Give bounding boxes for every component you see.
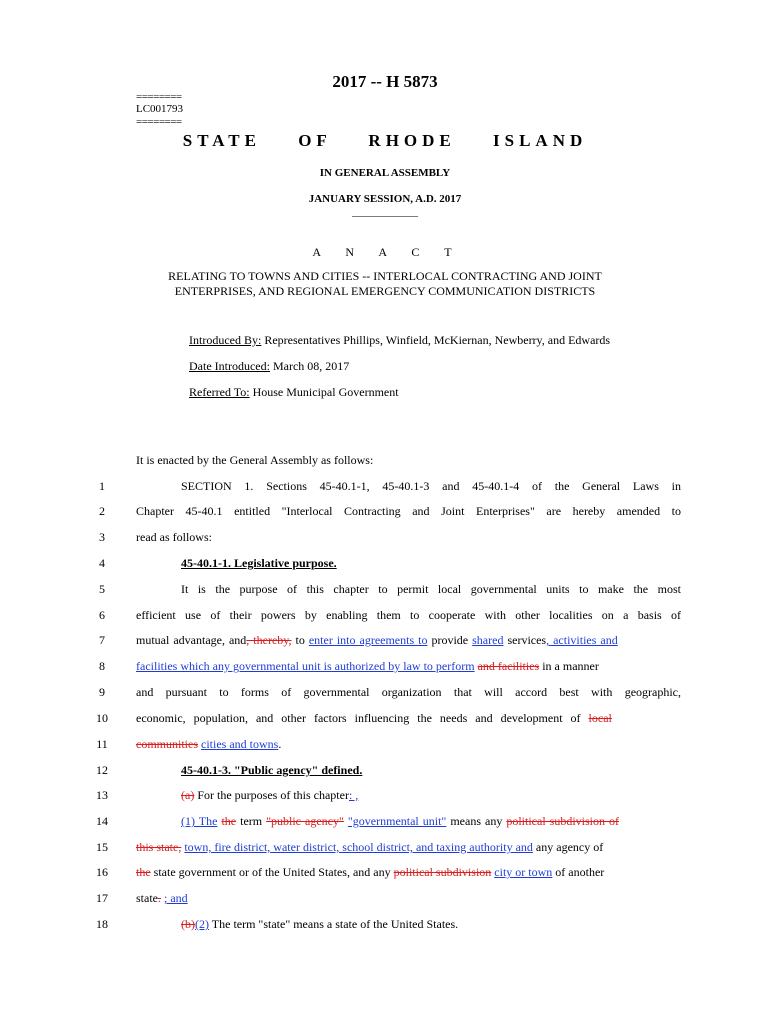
deleted-text: (b) [181,917,195,931]
inserted-text: shared [472,633,504,647]
inserted-text: : , [348,788,359,802]
line-number: 16 [96,865,108,879]
bill-line [136,814,681,829]
inserted-text: , activities and [546,633,618,647]
section-heading: 45-40.1-1. Legislative purpose. [181,556,337,570]
deleted-text: , thereby, [246,633,292,647]
line-text: state government or of the United States, and any [150,865,394,879]
assembly-heading: IN GENERAL ASSEMBLY [319,167,451,179]
bill-line [136,556,681,571]
bill-line [136,763,681,778]
lc-number: LC001793 [136,103,184,115]
bill-number: 2017 -- H 5873 [332,72,438,91]
line-text: efficient use of their powers by enabling them to cooperate with other localities on a basis of [136,608,681,622]
subject-line-2: ENTERPRISES, AND REGIONAL EMERGENCY COMMUNICATION DISTRICTS [174,284,596,298]
bill-line [136,530,681,545]
line-text: means any [446,814,507,828]
line-text: services [503,633,547,647]
referred-label: Referred To: [189,385,250,399]
session-rule: ____________ [352,206,418,218]
line-text: in a manner [539,659,599,673]
line-text: state [136,891,158,905]
line-number: 2 [99,504,105,518]
deleted-text: the [136,865,151,879]
bill-line [136,504,681,519]
deleted-text: the [221,814,237,828]
inserted-text: facilities which any governmental unit is authorized by law to perform [136,659,475,673]
bill-line [136,840,681,855]
enacting-clause: It is enacted by the General Assembly as follows: [136,453,374,467]
section-heading: 45-40.1-3. "Public agency" defined. [181,763,363,777]
line-text: provide [427,633,473,647]
line-text: to [291,633,309,647]
indent [136,917,181,931]
line-number: 12 [96,763,108,777]
line-number: 7 [99,633,105,647]
indent [136,814,181,828]
session-heading: JANUARY SESSION, A.D. 2017 [308,193,462,205]
deleted-text: . [158,891,161,905]
introduced-by-value: Representatives Phillips, Winfield, McKiernan, Newberry, and Edwards [264,333,611,347]
line-text: For the purposes of this chapter [194,788,349,802]
line-number: 13 [96,788,108,802]
bill-line [136,659,681,674]
line-text: read as follows: [136,530,212,544]
line-number: 18 [96,917,108,931]
bill-line [136,788,681,803]
inserted-text: "governmental unit" [347,814,447,828]
introduced-by-label: Introduced By: [189,333,262,347]
bill-line [136,891,681,906]
deleted-text: communities [136,737,198,751]
state-title: STATE OF RHODE ISLAND [182,131,588,150]
line-number: 9 [99,685,105,699]
inserted-text: (1) The [181,814,218,828]
rule-top: ======== [136,91,182,103]
subject-line-1: RELATING TO TOWNS AND CITIES -- INTERLOCAL CONTRACTING AND JOINT [168,269,602,283]
line-text: Chapter 45-40.1 entitled "Interlocal Contracting and Joint Enterprises" are hereby amended to [136,504,681,518]
line-number: 1 [99,479,105,493]
indent [136,788,181,802]
line-number: 8 [99,659,105,673]
bill-line [136,479,681,494]
date-introduced [189,359,349,374]
deleted-text: political subdivision [393,865,492,879]
deleted-text: this state, [136,840,182,854]
inserted-text: ; and [164,891,188,905]
date-label: Date Introduced: [189,359,270,373]
line-number: 4 [99,556,105,570]
line-number: 14 [96,814,108,828]
bill-line [136,608,681,623]
bill-line [136,711,681,726]
line-number: 10 [96,711,108,725]
line-number: 5 [99,582,105,596]
line-number: 11 [96,737,108,751]
referred-value: House Municipal Government [252,385,399,399]
act-label: A N A C T [312,245,458,259]
date-value: March 08, 2017 [272,359,350,373]
deleted-text: local [588,711,612,725]
line-text: and pursuant to forms of governmental organization that will accord best with geographic, [136,685,681,699]
line-number: 6 [99,608,105,622]
line-text: . [278,737,282,751]
rule-bottom: ======== [136,116,182,128]
deleted-text: (a) [181,788,195,802]
deleted-text: and facilities [477,659,540,673]
deleted-text: "public agency" [266,814,344,828]
line-number: 15 [96,840,108,854]
line-text: It is the purpose of this chapter to permit local governmental units to make the most [181,582,681,596]
inserted-text: town, fire district, water district, school district, and taxing authority and [184,840,533,854]
bill-line [136,917,681,932]
line-text: any agency of [532,840,604,854]
inserted-text: cities and towns [201,737,279,751]
introduced-by [189,333,610,348]
line-text: of another [552,865,605,879]
line-number: 17 [96,891,108,905]
bill-line [136,737,681,752]
line-number: 3 [99,530,105,544]
referred-to [189,385,399,400]
line-text: economic, population, and other factors influencing the needs and development of [136,711,589,725]
deleted-text: political subdivision of [506,814,619,828]
bill-line [136,582,681,597]
inserted-text: enter into agreements to [308,633,428,647]
line-text: The term "state" means a state of the United States. [209,917,459,931]
line-text: SECTION 1. Sections 45-40.1-1, 45-40.1-3 and 45-40.1-4 of the General Laws in [181,479,681,493]
bill-line [136,685,681,700]
line-text: mutual advantage, and [136,633,247,647]
line-text: term [236,814,267,828]
inserted-text: (2) [195,917,209,931]
bill-line [136,865,681,880]
inserted-text: city or town [494,865,553,879]
bill-line [136,633,681,648]
